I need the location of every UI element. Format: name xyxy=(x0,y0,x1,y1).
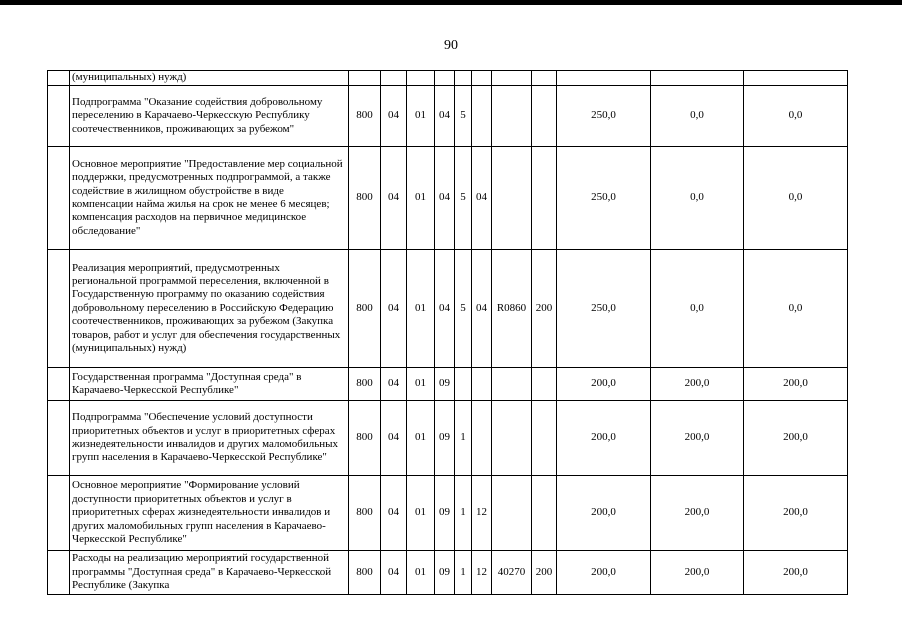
amount-cell: 200,0 xyxy=(557,476,651,551)
code-cell: 01 xyxy=(407,551,435,595)
code-cell: 04 xyxy=(435,86,455,147)
row-description: Реализация мероприятий, предусмотренных региональной программой переселения, включенной в Государственную программу по оказанию содействия добровольному переселению в Российскую Федерацию соотечественников, проживающих за рубежом (Закупка товаров, работ и услуг для обеспечения государственных (муниципальных) нужд) xyxy=(70,250,349,368)
code-cell xyxy=(472,86,492,147)
page-number: 90 xyxy=(444,38,458,53)
amount-cell: 200,0 xyxy=(651,476,744,551)
row-description: (муниципальных) нужд) xyxy=(70,71,349,86)
amount-cell: 200,0 xyxy=(744,476,848,551)
code-cell: 800 xyxy=(349,368,381,401)
margin-cell xyxy=(48,86,70,147)
code-cell: 09 xyxy=(435,368,455,401)
code-cell xyxy=(492,71,532,86)
code-cell: 800 xyxy=(349,86,381,147)
amount-cell: 200,0 xyxy=(557,368,651,401)
code-cell: 04 xyxy=(381,368,407,401)
row-description: Подпрограмма "Оказание содействия добровольному переселению в Карачаево-Черкесскую Республику соотечественников, проживающих за рубежом" xyxy=(70,86,349,147)
code-cell: 04 xyxy=(381,250,407,368)
amount-cell: 0,0 xyxy=(651,250,744,368)
table-body xyxy=(48,71,848,595)
amount-cell: 0,0 xyxy=(744,86,848,147)
top-rule xyxy=(0,0,902,5)
amount-cell xyxy=(557,71,651,86)
code-cell xyxy=(532,368,557,401)
code-cell: 01 xyxy=(407,368,435,401)
row-description: Основное мероприятие "Формирование условий доступности приоритетных объектов и услуг в приоритетных сферах жизнедеятельности инвалидов и других маломобильных групп населения в Карачаево-Черкесской Республике" xyxy=(70,476,349,551)
code-cell xyxy=(492,368,532,401)
code-cell xyxy=(532,147,557,250)
amount-cell: 250,0 xyxy=(557,86,651,147)
amount-cell: 0,0 xyxy=(651,147,744,250)
table-row xyxy=(48,401,848,476)
code-cell xyxy=(532,401,557,476)
code-cell xyxy=(492,86,532,147)
code-cell: 09 xyxy=(435,476,455,551)
code-cell: 1 xyxy=(455,476,472,551)
amount-cell: 0,0 xyxy=(744,250,848,368)
amount-cell: 200,0 xyxy=(651,368,744,401)
code-cell: 04 xyxy=(472,250,492,368)
row-description: Подпрограмма "Обеспечение условий доступности приоритетных объектов и услуг в приоритетных сферах жизнедеятельности инвалидов и других маломобильных групп населения в Карачаево-Черкесской Республике" xyxy=(70,401,349,476)
code-cell: R0860 xyxy=(492,250,532,368)
amount-cell: 200,0 xyxy=(651,401,744,476)
code-cell: 04 xyxy=(435,250,455,368)
margin-cell xyxy=(48,147,70,250)
code-cell: 800 xyxy=(349,551,381,595)
code-cell: 1 xyxy=(455,401,472,476)
code-cell: 12 xyxy=(472,476,492,551)
amount-cell: 0,0 xyxy=(744,147,848,250)
code-cell: 800 xyxy=(349,401,381,476)
code-cell xyxy=(492,476,532,551)
amount-cell: 200,0 xyxy=(557,401,651,476)
code-cell xyxy=(532,476,557,551)
code-cell: 04 xyxy=(381,551,407,595)
code-cell: 04 xyxy=(435,147,455,250)
code-cell xyxy=(349,71,381,86)
table-row xyxy=(48,86,848,147)
code-cell xyxy=(532,71,557,86)
code-cell: 12 xyxy=(472,551,492,595)
code-cell: 04 xyxy=(381,147,407,250)
budget-table xyxy=(47,70,848,595)
code-cell xyxy=(407,71,435,86)
code-cell: 40270 xyxy=(492,551,532,595)
code-cell: 04 xyxy=(472,147,492,250)
code-cell: 01 xyxy=(407,147,435,250)
code-cell: 1 xyxy=(455,551,472,595)
amount-cell: 200,0 xyxy=(744,401,848,476)
code-cell xyxy=(455,71,472,86)
amount-cell: 250,0 xyxy=(557,250,651,368)
table-row xyxy=(48,71,848,86)
row-description: Расходы на реализацию мероприятий государственной программы "Доступная среда" в Карачаево-Черкесской Республике (Закупка xyxy=(70,551,349,595)
code-cell: 200 xyxy=(532,551,557,595)
table-row xyxy=(48,368,848,401)
code-cell xyxy=(472,368,492,401)
code-cell: 09 xyxy=(435,551,455,595)
code-cell: 5 xyxy=(455,86,472,147)
margin-cell xyxy=(48,476,70,551)
code-cell: 01 xyxy=(407,250,435,368)
amount-cell: 200,0 xyxy=(557,551,651,595)
amount-cell: 0,0 xyxy=(651,86,744,147)
table-row xyxy=(48,476,848,551)
margin-cell xyxy=(48,551,70,595)
amount-cell: 250,0 xyxy=(557,147,651,250)
code-cell xyxy=(455,368,472,401)
code-cell: 800 xyxy=(349,476,381,551)
amount-cell xyxy=(651,71,744,86)
amount-cell: 200,0 xyxy=(744,551,848,595)
table-row xyxy=(48,250,848,368)
code-cell: 01 xyxy=(407,401,435,476)
margin-cell xyxy=(48,250,70,368)
code-cell: 04 xyxy=(381,401,407,476)
code-cell: 5 xyxy=(455,250,472,368)
code-cell xyxy=(472,71,492,86)
margin-cell xyxy=(48,71,70,86)
code-cell: 01 xyxy=(407,476,435,551)
code-cell: 04 xyxy=(381,86,407,147)
code-cell: 800 xyxy=(349,250,381,368)
amount-cell xyxy=(744,71,848,86)
code-cell: 200 xyxy=(532,250,557,368)
code-cell xyxy=(435,71,455,86)
row-description: Основное мероприятие "Предоставление мер социальной поддержки, предусмотренных подпрограммой, а также содействие в жилищном обустройстве в виде компенсации найма жилья на срок не менее 6 месяцев; компенсация расходов на первичное медицинское обследование" xyxy=(70,147,349,250)
row-description: Государственная программа "Доступная среда" в Карачаево-Черкесской Республике" xyxy=(70,368,349,401)
code-cell xyxy=(381,71,407,86)
code-cell xyxy=(472,401,492,476)
code-cell: 09 xyxy=(435,401,455,476)
amount-cell: 200,0 xyxy=(744,368,848,401)
code-cell: 01 xyxy=(407,86,435,147)
margin-cell xyxy=(48,368,70,401)
code-cell xyxy=(532,86,557,147)
code-cell: 5 xyxy=(455,147,472,250)
margin-cell xyxy=(48,401,70,476)
table-row xyxy=(48,551,848,595)
code-cell: 04 xyxy=(381,476,407,551)
code-cell xyxy=(492,401,532,476)
amount-cell: 200,0 xyxy=(651,551,744,595)
code-cell: 800 xyxy=(349,147,381,250)
code-cell xyxy=(492,147,532,250)
table-row xyxy=(48,147,848,250)
